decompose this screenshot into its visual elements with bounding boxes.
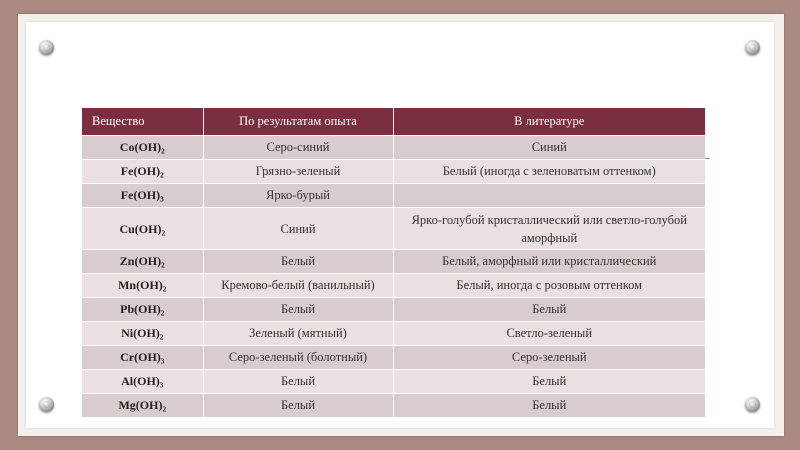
experiment-cell: Кремово-белый (ванильный) — [203, 274, 393, 298]
pin-icon — [745, 40, 760, 55]
table-row — [82, 208, 705, 250]
table-row — [82, 370, 705, 394]
table-row — [82, 250, 705, 274]
substance-cell: Ni(OH)₂ — [82, 322, 203, 346]
literature-cell: Белый — [393, 298, 705, 322]
pin-icon — [745, 397, 760, 412]
experiment-cell: Белый — [203, 394, 393, 418]
pin-icon — [39, 40, 54, 55]
experiment-cell: Синий — [203, 208, 393, 250]
experiment-cell: Серо-синий — [203, 136, 393, 160]
experiment-cell: Белый — [203, 298, 393, 322]
substance-cell: Mn(OH)₂ — [82, 274, 203, 298]
substance-cell: Al(OH)₃ — [82, 370, 203, 394]
literature-cell — [393, 184, 705, 208]
header-literature: В литературе — [393, 108, 705, 136]
literature-cell: Ярко-голубой кристаллический или светло-голубой аморфный — [393, 208, 705, 250]
table-row — [82, 322, 705, 346]
substance-cell: Fe(OH)₃ — [82, 184, 203, 208]
substance-cell: Co(OH)₂ — [82, 136, 203, 160]
table-row — [82, 160, 705, 184]
experiment-cell: Белый — [203, 250, 393, 274]
table-row — [82, 136, 705, 160]
literature-cell: Белый, иногда с розовым оттенком — [393, 274, 705, 298]
experiment-cell: Зеленый (мятный) — [203, 322, 393, 346]
pin-icon — [39, 397, 54, 412]
substance-cell: Pb(OH)₂ — [82, 298, 203, 322]
table-header-row — [82, 108, 705, 136]
substance-cell: Zn(OH)₂ — [82, 250, 203, 274]
table-row — [82, 394, 705, 418]
experiment-cell: Ярко-бурый — [203, 184, 393, 208]
literature-cell: Серо-зеленый — [393, 346, 705, 370]
substance-cell: Fe(OH)₂ — [82, 160, 203, 184]
table-row — [82, 346, 705, 370]
experiment-cell: Грязно-зеленый — [203, 160, 393, 184]
literature-cell: Светло-зеленый — [393, 322, 705, 346]
literature-cell: Белый — [393, 394, 705, 418]
experiment-cell: Белый — [203, 370, 393, 394]
literature-cell: Синий — [393, 136, 705, 160]
experiment-cell: Серо-зеленый (болотный) — [203, 346, 393, 370]
substance-cell: Cr(OH)₃ — [82, 346, 203, 370]
table-row — [82, 298, 705, 322]
header-experiment: По результатам опыта — [203, 108, 393, 136]
substance-cell: Mg(OH)₂ — [82, 394, 203, 418]
header-substance: Вещество — [82, 108, 203, 136]
substance-cell: Cu(OH)₂ — [82, 208, 203, 250]
literature-cell: Белый — [393, 370, 705, 394]
hydroxides-table — [82, 108, 705, 417]
literature-cell: Белый (иногда с зеленоватым оттенком) — [393, 160, 705, 184]
table-row — [82, 184, 705, 208]
literature-cell: Белый, аморфный или кристаллический — [393, 250, 705, 274]
table-row — [82, 274, 705, 298]
